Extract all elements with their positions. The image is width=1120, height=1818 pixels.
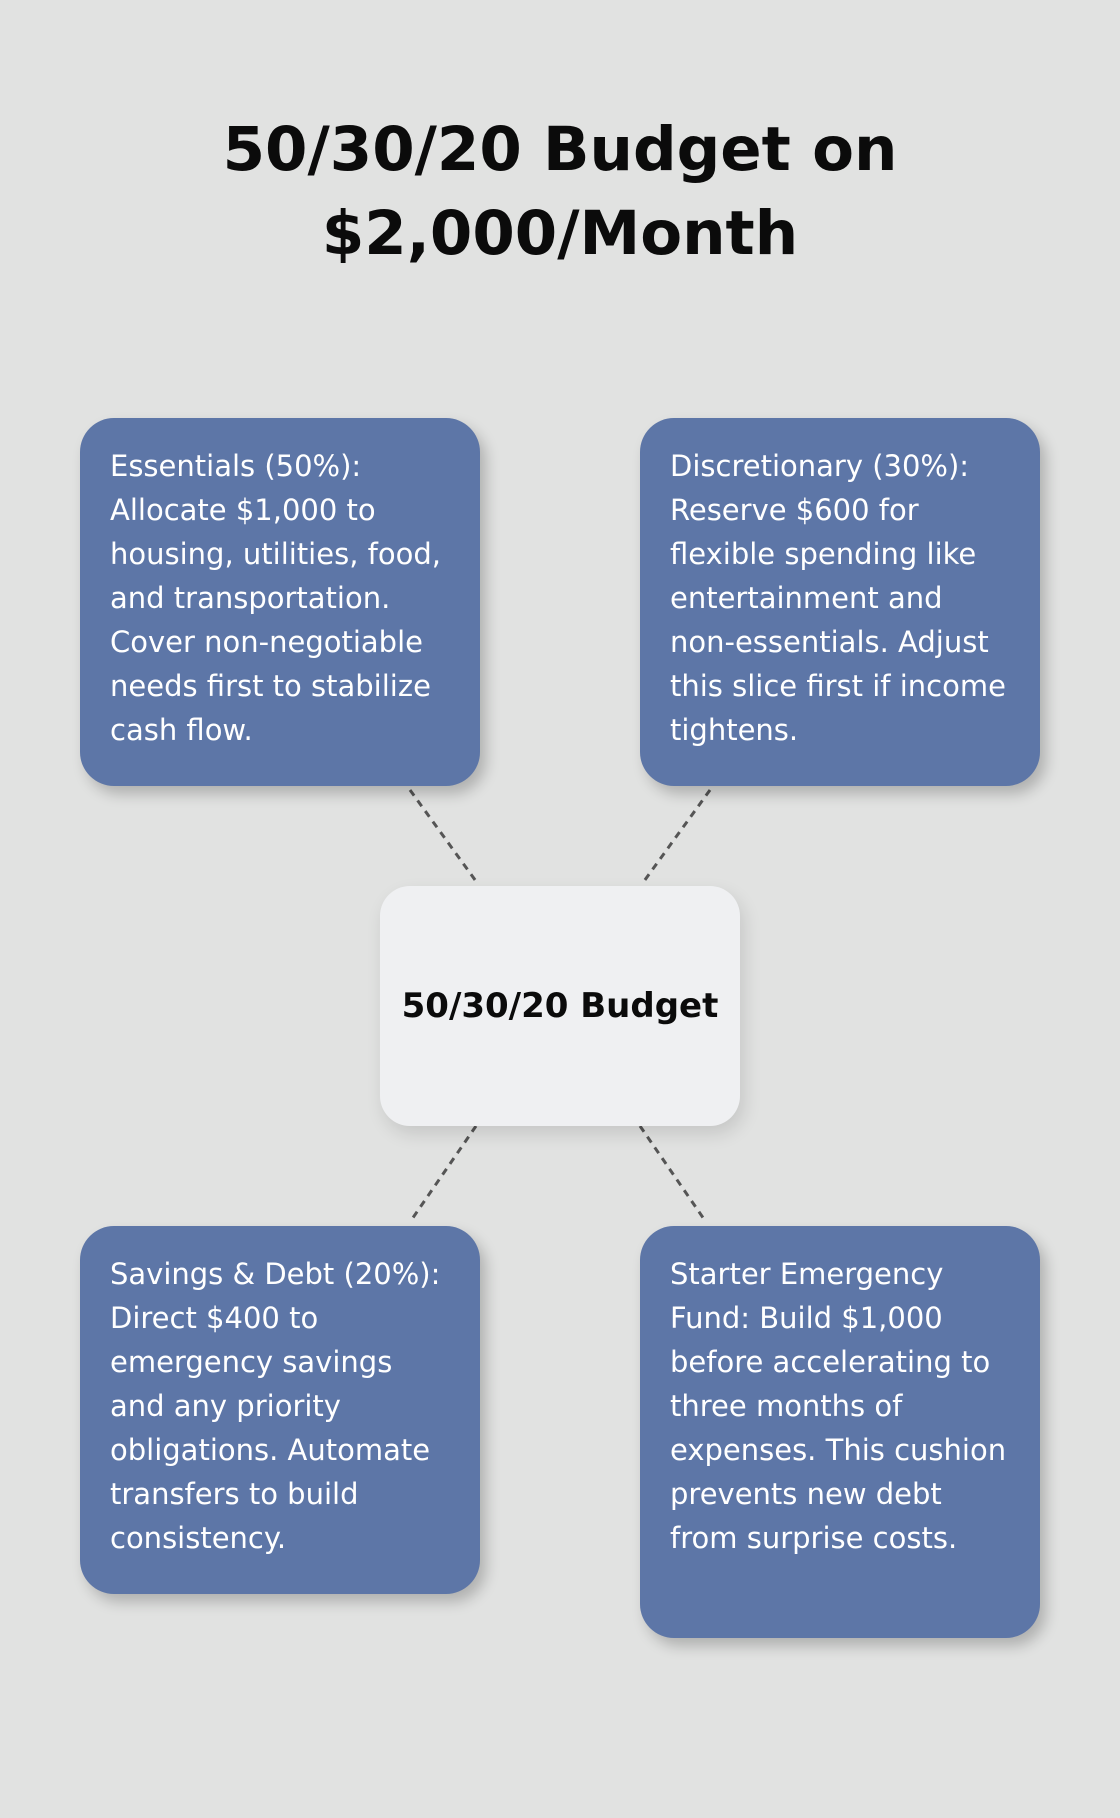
- emergency-fund-text: Starter Emergency Fund: Build $1,000 before accelerating to three months of expenses. This cushion prevents new debt from surprise costs.: [670, 1257, 1007, 1555]
- connector-savings: [410, 1126, 476, 1222]
- essentials-text: Essentials (50%): Allocate $1,000 to housing, utilities, food, and transportation. Cover non-negotiable needs first to stabilize cash flow.: [110, 449, 441, 747]
- discretionary-text: Discretionary (30%): Reserve $600 for flexible spending like entertainment and non-essentials. Adjust this slice first if income tightens.: [670, 449, 1006, 747]
- savings-debt-text: Savings & Debt (20%): Direct $400 to emergency savings and any priority obligations. Automate transfers to build consistency.: [110, 1257, 441, 1555]
- title-line-2: $2,000/Month: [321, 198, 799, 269]
- connector-discretionary: [642, 790, 710, 884]
- emergency-fund-card: [640, 1226, 1040, 1638]
- connector-emergency: [640, 1126, 706, 1222]
- center-node-label: 50/30/20 Budget: [401, 986, 719, 1026]
- connector-essentials: [410, 790, 478, 884]
- essentials-card: [80, 418, 480, 786]
- title-line-1: 50/30/20 Budget on: [222, 114, 898, 185]
- discretionary-card: [640, 418, 1040, 786]
- savings-debt-card: [80, 1226, 480, 1594]
- center-node: [380, 886, 740, 1126]
